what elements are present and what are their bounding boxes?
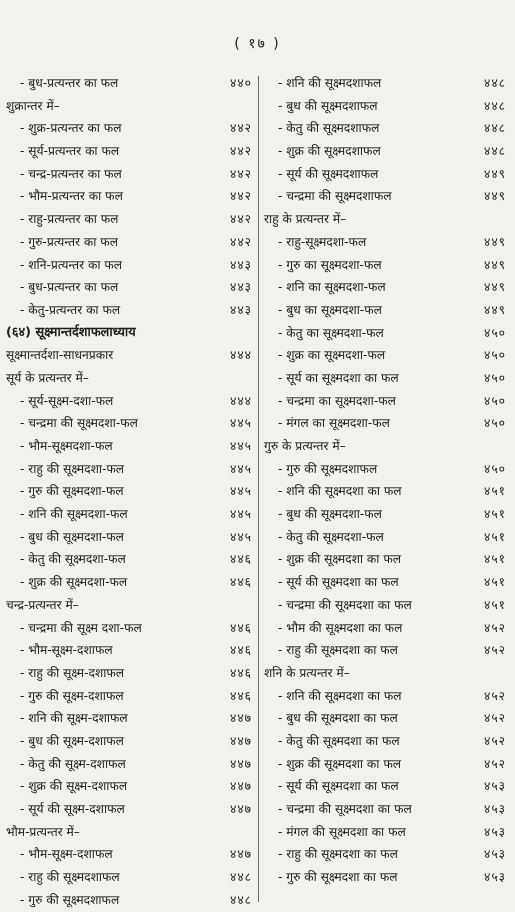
toc-entry-title: - सूर्य-प्रत्यन्तर का फल	[20, 144, 120, 159]
toc-item	[262, 254, 510, 277]
toc-item	[4, 299, 256, 322]
toc-page-number: ४५१	[483, 552, 506, 567]
toc-page-number: ४४२	[229, 234, 252, 249]
toc-entry-title: चन्द्र-प्रत्यन्तर में–	[6, 597, 79, 612]
toc-item	[4, 231, 256, 254]
toc-page-number: ४४७	[229, 779, 252, 794]
toc-item	[4, 730, 256, 753]
toc-item	[262, 322, 510, 345]
toc-page-number: ४५२	[483, 711, 506, 726]
toc-entry-title: - चन्द्रमा की सूक्ष्मदशा-फल	[20, 416, 138, 431]
toc-entry-title: - भौम-सूक्ष्म-दशाफल	[20, 643, 113, 658]
toc-item	[262, 117, 510, 140]
toc-heading	[262, 208, 510, 231]
toc-page-number: ४५०	[483, 461, 506, 476]
toc-entry-title: भौम-प्रत्यन्तर में–	[6, 824, 80, 839]
toc-page-number: ४५३	[483, 779, 506, 794]
toc-item	[262, 390, 510, 413]
toc-entry-title: - गुरु की सूक्ष्म-दशाफल	[20, 688, 124, 703]
toc-item	[262, 480, 510, 503]
toc-page-number: ४४८	[229, 892, 252, 907]
toc-entry-title: - शुक्र की सूक्ष्मदशाफल	[278, 144, 381, 159]
toc-heading	[4, 367, 256, 390]
toc-item	[4, 140, 256, 163]
toc-page-number: ४४२	[229, 212, 252, 227]
toc-page-number: ४५०	[483, 416, 506, 431]
toc-entry-title: - शुक्र की सूक्ष्मदशा का फल	[278, 552, 401, 567]
toc-item	[262, 730, 510, 753]
toc-entry-title: - बुध की सूक्ष्मदशा का फल	[278, 711, 398, 726]
toc-page-number: ४४४	[229, 348, 252, 363]
toc-item	[262, 843, 510, 866]
toc-item	[4, 685, 256, 708]
toc-entry-title: - शुक्र की सूक्ष्म-दशाफल	[20, 779, 128, 794]
toc-item	[262, 72, 510, 95]
toc-item	[262, 753, 510, 776]
toc-item	[4, 753, 256, 776]
toc-item	[4, 412, 256, 435]
toc-page-number: ४४८	[483, 121, 506, 136]
toc-entry-title: - गुरु की सूक्ष्मदशाफल	[20, 892, 120, 907]
toc-page-number: ४५२	[483, 688, 506, 703]
toc-entry-title: - बुध-प्रत्यन्तर का फल	[20, 76, 119, 90]
toc-page-number: ४५०	[483, 325, 506, 340]
toc-entry-title: राहु के प्रत्यन्तर में–	[264, 212, 347, 227]
toc-entry-title: - बुध की सूक्ष्मदशाफल	[278, 98, 378, 113]
toc-page-number: ४४५	[229, 507, 252, 522]
toc-item	[4, 254, 256, 277]
toc-item	[262, 344, 510, 367]
toc-item	[4, 185, 256, 208]
toc-page-number: ४५२	[483, 643, 506, 658]
toc-entry-title: (६४) सूक्ष्मान्तर्दशाफलाध्याय	[6, 324, 136, 340]
toc-entry-title: - बुध की सूक्ष्मदशा-फल	[20, 529, 124, 544]
toc-page-number: ४४६	[229, 665, 252, 680]
toc-entry-title: - भौम-सूक्ष्म-दशाफल	[20, 847, 113, 862]
toc-entry-title: - शनि की सूक्ष्मदशा का फल	[278, 688, 402, 703]
toc-entry-title: - सूर्य की सूक्ष्म-दशाफल	[20, 802, 125, 816]
toc-page-number: ४५१	[483, 484, 506, 499]
column-divider	[258, 76, 259, 902]
toc-entry-title: - शुक्र की सूक्ष्मदशा का फल	[278, 756, 401, 771]
toc-page-number: ४४०	[229, 76, 252, 90]
toc-entry-title: - राहु-सूक्ष्मदशा-फल	[278, 234, 367, 249]
toc-page-number: ४४२	[229, 121, 252, 136]
toc-entry-title: - गुरु-प्रत्यन्तर का फल	[20, 234, 118, 249]
toc-page-number: ४५०	[483, 348, 506, 363]
toc-entry-title: - चन्द्रमा की सूक्ष्मदशा का फल	[278, 597, 412, 612]
toc-item	[4, 662, 256, 685]
toc-entry-title: - राहु-प्रत्यन्तर का फल	[20, 212, 119, 227]
toc-item	[4, 72, 256, 95]
toc-entry-title: - भौम-प्रत्यन्तर का फल	[20, 189, 123, 204]
toc-page-number: ४४९	[483, 257, 506, 272]
toc-item	[4, 889, 256, 912]
toc-entry-title: - केतु की सूक्ष्मदशा-फल	[278, 529, 384, 544]
toc-page-number: ४४३	[229, 257, 252, 272]
toc-chapter	[4, 322, 256, 345]
toc-entry-title: - बुध की सूक्ष्म-दशाफल	[20, 733, 124, 748]
toc-item	[4, 390, 256, 413]
toc-item	[4, 480, 256, 503]
toc-entry-title: - केतु का सूक्ष्मदशा-फल	[278, 325, 384, 340]
toc-item	[4, 208, 256, 231]
toc-item	[262, 617, 510, 640]
toc-page-number: ४५१	[483, 529, 506, 544]
toc-entry-title: - भौम की सूक्ष्मदशा का फल	[278, 620, 403, 635]
toc-entry-title: गुरु के प्रत्यन्तर में–	[264, 439, 346, 453]
toc-heading	[4, 95, 256, 118]
toc-page-number: ४४७	[229, 756, 252, 771]
toc-page-number: ४४९	[483, 189, 506, 204]
toc-page-number: ४५३	[483, 824, 506, 839]
toc-page-number: ४४६	[229, 643, 252, 658]
toc-entry-title: - मंगल की सूक्ष्मदशा का फल	[278, 824, 406, 839]
toc-entry-title: - शनि की सूक्ष्मदशाफल	[278, 76, 382, 90]
toc-right-column	[262, 72, 510, 889]
toc-page-number: ४४५	[229, 461, 252, 476]
toc-entry-title: शनि के प्रत्यन्तर में–	[264, 665, 350, 680]
toc-page-number: ४४७	[229, 733, 252, 748]
toc-entry-title: - राहु की सूक्ष्मदशा का फल	[278, 643, 398, 658]
toc-entry-title: - केतु की सूक्ष्म-दशाफल	[20, 756, 126, 771]
toc-page-number: ४५३	[483, 847, 506, 862]
toc-page-number: ४४८	[483, 76, 506, 90]
toc-item	[262, 798, 510, 821]
toc-item	[262, 503, 510, 526]
toc-item	[4, 639, 256, 662]
toc-entry-title: - सूर्य-सूक्ष्म-दशा-फल	[20, 393, 114, 408]
toc-page-number: ४४६	[229, 620, 252, 635]
toc-entry-title: - चन्द्रमा की सूक्ष्मदशाफल	[278, 189, 392, 204]
toc-page-number: ४४९	[483, 166, 506, 181]
toc-item	[4, 458, 256, 481]
toc-page-number: ४४६	[229, 688, 252, 703]
toc-item	[262, 866, 510, 889]
toc-item	[262, 458, 510, 481]
toc-entry-title: - चन्द्र-प्रत्यन्तर का फल	[20, 166, 122, 181]
toc-item	[262, 707, 510, 730]
toc-heading	[4, 821, 256, 844]
toc-page-number: ४४९	[483, 234, 506, 249]
toc-item	[262, 185, 510, 208]
toc-page-number: ४४७	[229, 802, 252, 816]
toc-page-number: ४५०	[483, 370, 506, 385]
toc-page-number: ४४९	[483, 302, 506, 317]
toc-entry-title: - गुरु की सूक्ष्मदशाफल	[278, 461, 378, 476]
toc-entry-title: - सूर्य की सूक्ष्मदशा का फल	[278, 575, 399, 590]
toc-page-number: ४४८	[483, 144, 506, 159]
toc-entry-title: - शुक्र का सूक्ष्मदशा-फल	[278, 348, 386, 363]
toc-entry-title: - राहु की सूक्ष्म-दशाफल	[20, 665, 125, 680]
toc-item	[262, 526, 510, 549]
toc-entry-title: - मंगल का सूक्ष्मदशा-फल	[278, 416, 390, 431]
toc-entry-title: - चन्द्रमा का सूक्ष्मदशा-फल	[278, 393, 396, 408]
toc-heading	[4, 594, 256, 617]
toc-item	[4, 798, 256, 821]
toc-item	[262, 685, 510, 708]
toc-item	[4, 571, 256, 594]
toc-item	[4, 548, 256, 571]
toc-page-number: ४४६	[229, 575, 252, 590]
toc-page-number: ४४५	[229, 529, 252, 544]
toc-left-column	[4, 72, 256, 911]
toc-item	[4, 163, 256, 186]
toc-entry-title: - सूर्य का सूक्ष्मदशा का फल	[278, 370, 399, 385]
toc-item	[262, 231, 510, 254]
toc-entry-title: - चन्द्रमा की सूक्ष्म दशा-फल	[20, 620, 142, 635]
toc-entry-title: सूक्ष्मान्तर्दशा-साधनप्रकार	[6, 348, 114, 363]
toc-page-number: ४४३	[229, 280, 252, 295]
toc-entry-title: - शुक्र की सूक्ष्मदशा-फल	[20, 575, 128, 590]
toc-entry-title: शुक्रान्तर में–	[6, 98, 60, 113]
toc-page-number: ४५३	[483, 802, 506, 816]
toc-entry-title: - राहु की सूक्ष्मदशाफल	[20, 870, 120, 885]
toc-page-number: ४५१	[483, 597, 506, 612]
toc-item	[262, 775, 510, 798]
toc-item	[262, 548, 510, 571]
toc-item	[4, 617, 256, 640]
toc-item	[4, 707, 256, 730]
toc-page-number: ४४३	[229, 302, 252, 317]
toc-entry-title: - शनि की सूक्ष्मदशा का फल	[278, 484, 402, 499]
toc-entry-title: - गुरु की सूक्ष्मदशा का फल	[278, 870, 398, 885]
toc-item	[262, 821, 510, 844]
toc-entry-title: - बुध की सूक्ष्मदशा-फल	[278, 507, 382, 522]
toc-heading	[262, 662, 510, 685]
toc-entry-title: - शुक्र-प्रत्यन्तर का फल	[20, 121, 122, 136]
toc-page-number: ४४२	[229, 144, 252, 159]
toc-page-number: ४४८	[483, 98, 506, 113]
toc-page-number: ४४७	[229, 711, 252, 726]
toc-item	[4, 775, 256, 798]
toc-item	[262, 276, 510, 299]
toc-page-number: ४५१	[483, 575, 506, 590]
toc-item	[262, 367, 510, 390]
toc-heading	[262, 435, 510, 458]
toc-heading	[4, 344, 256, 367]
toc-item	[4, 503, 256, 526]
toc-page-number: ४४७	[229, 847, 252, 862]
toc-page-number: ४४५	[229, 416, 252, 431]
toc-entry-title: - गुरु का सूक्ष्मदशा-फल	[278, 257, 382, 272]
toc-page-number: ४४५	[229, 439, 252, 453]
toc-page-number: ४४६	[229, 552, 252, 567]
toc-entry-title: - केतु की सूक्ष्मदशा का फल	[278, 733, 400, 748]
toc-page-number: ४५२	[483, 733, 506, 748]
toc-entry-title: - केतु-प्रत्यन्तर का फल	[20, 302, 121, 317]
toc-page-number: ४४९	[483, 280, 506, 295]
toc-item	[262, 594, 510, 617]
toc-item	[262, 299, 510, 322]
toc-page-number: ४४८	[229, 870, 252, 885]
toc-page-number: ४४४	[229, 393, 252, 408]
toc-entry-title: सूर्य के प्रत्यन्तर में–	[6, 370, 89, 385]
toc-entry-title: - शनि-प्रत्यन्तर का फल	[20, 257, 123, 272]
toc-item	[4, 435, 256, 458]
toc-page-number: ४४२	[229, 166, 252, 181]
toc-entry-title: - शनि की सूक्ष्मदशा-फल	[20, 507, 128, 522]
toc-entry-title: - बुध का सूक्ष्मदशा-फल	[278, 302, 382, 317]
toc-page-number: ४५३	[483, 870, 506, 885]
toc-page-number: ४५२	[483, 756, 506, 771]
toc-entry-title: - भौम-सूक्ष्मदशा-फल	[20, 439, 113, 453]
toc-page-number: ४५२	[483, 620, 506, 635]
toc-page-number: ४५१	[483, 507, 506, 522]
toc-page-number: ४४५	[229, 484, 252, 499]
toc-item	[262, 163, 510, 186]
toc-item	[262, 571, 510, 594]
toc-item	[262, 140, 510, 163]
toc-entry-title: - सूर्य की सूक्ष्मदशा का फल	[278, 779, 399, 794]
toc-entry-title: - केतु की सूक्ष्मदशा-फल	[20, 552, 126, 567]
toc-entry-title: - चन्द्रमा की सूक्ष्मदशा का फल	[278, 802, 412, 816]
page-number: ( १७ )	[234, 36, 281, 52]
toc-entry-title: - शनि का सूक्ष्मदशा-फल	[278, 280, 386, 295]
toc-entry-title: - राहु की सूक्ष्मदशा का फल	[278, 847, 398, 862]
toc-item	[4, 276, 256, 299]
toc-page-number: ४४२	[229, 189, 252, 204]
toc-item	[4, 526, 256, 549]
toc-page-number: ४५०	[483, 393, 506, 408]
toc-entry-title: - शनि की सूक्ष्म-दशाफल	[20, 711, 128, 726]
toc-entry-title: - बुध-प्रत्यन्तर का फल	[20, 280, 119, 295]
toc-item	[262, 95, 510, 118]
toc-item	[262, 639, 510, 662]
toc-item	[4, 866, 256, 889]
toc-entry-title: - गुरु की सूक्ष्मदशा-फल	[20, 484, 124, 499]
toc-item	[262, 412, 510, 435]
toc-entry-title: - सूर्य की सूक्ष्मदशाफल	[278, 166, 379, 181]
toc-item	[4, 843, 256, 866]
toc-entry-title: - केतु की सूक्ष्मदशाफल	[278, 121, 380, 136]
toc-entry-title: - राहु की सूक्ष्मदशा-फल	[20, 461, 125, 476]
toc-item	[4, 117, 256, 140]
